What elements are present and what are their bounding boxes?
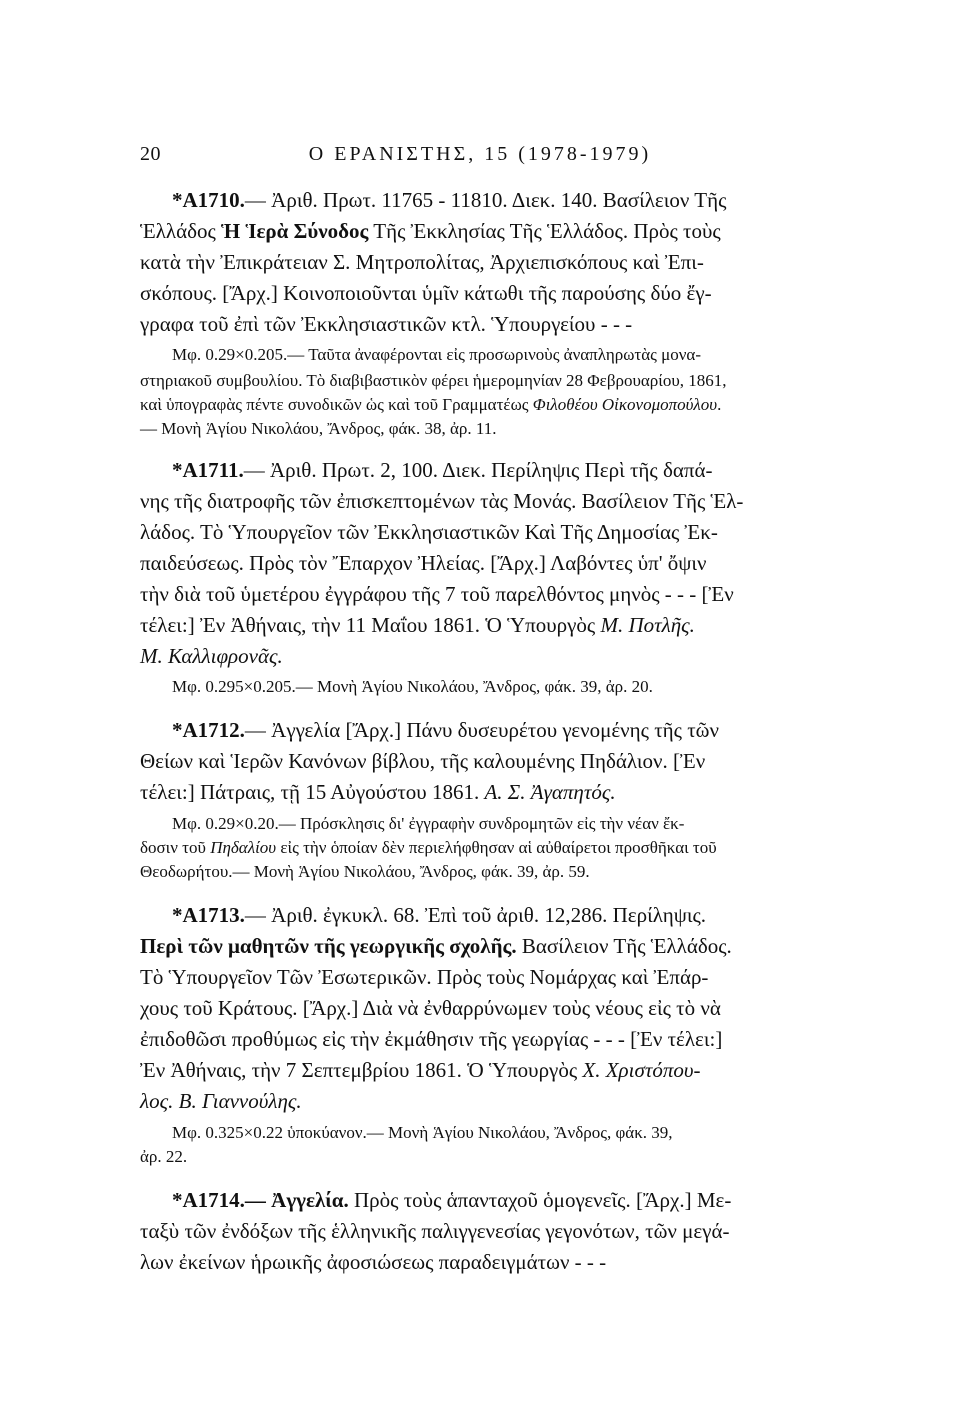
entry-line: *Α1714.— Ἀγγελία. Πρὸς τοὺς ἁπανταχοῦ ὁμογενεῖς. [Ἄρχ.] Με- bbox=[172, 1188, 732, 1212]
note-line: δοσιν τοῦ Πηδαλίου εἰς τὴν ὁποίαν δὲν περιελήφθησαν αἱ αὐθαίρετοι προσθῆκαι τοῦ bbox=[140, 838, 717, 857]
entry-line: *Α1710.— Ἀριθ. Πρωτ. 11765 - 11810. Διεκ. 140. Βασίλειον Τῆς bbox=[172, 188, 727, 212]
entry-line bbox=[140, 646, 815, 667]
running-title: Ο ΕΡΑΝΙΣΤΗΣ, 15 (1978-1979) bbox=[308, 143, 652, 165]
signatory: Χ. Χριστόπου- bbox=[582, 1058, 701, 1082]
signatory: Μ. Καλλιφρονᾶς. bbox=[140, 644, 283, 668]
entry-line: χους τοῦ Κράτους. [Ἄρχ.] Διὰ νὰ ἐνθαρρύνωμεν τοὺς νέους εἰς τὸ νὰ bbox=[140, 996, 721, 1020]
entry-line: ταξὺ τῶν ἐνδόξων τῆς ἑλληνικῆς παλιγγενεσίας γεγονότων, τῶν μεγά- bbox=[140, 1219, 730, 1243]
entry-line: τέλει:] Πάτραις, τῇ 15 Αὐγούστου 1861. Α. Σ. Ἀγαπητός. bbox=[140, 780, 616, 804]
note-line: ἀρ. 22. bbox=[140, 1147, 188, 1166]
page-number: 20 bbox=[140, 143, 161, 165]
entry-line: *Α1712.— Ἀγγελία [Ἄρχ.] Πάνυ δυσευρέτου γενομένης τῆς τῶν bbox=[172, 718, 719, 742]
note-line: καὶ ὑπογραφὰς πέντε συνοδικῶν ὡς καὶ τοῦ Γραμματέως Φιλοθέου Οἰκονομοπούλου. bbox=[140, 395, 722, 414]
note-line: Μφ. 0.29×0.20.— Πρόσκλησις δι' ἐγγραφὴν συνδρομητῶν εἰς τὴν νέαν ἔκ- bbox=[172, 814, 685, 833]
signatory: λος. Β. Γιαννούλης. bbox=[140, 1089, 302, 1113]
entry-line: Περὶ τῶν μαθητῶν τῆς γεωργικῆς σχολῆς. Βασίλειον Τῆς Ἑλλάδος. bbox=[140, 934, 732, 958]
entry-line: γραφα τοῦ ἐπὶ τῶν Ἐκκλησιαστικῶν κτλ. Ὑπουργείου - - - bbox=[140, 312, 633, 336]
book-title: Πηδαλίου bbox=[210, 838, 277, 857]
entry-line: λων ἐκείνων ἡρωικῆς ἀφοσιώσεως παραδειγμάτων - - - bbox=[140, 1250, 607, 1274]
entry-line: Τὸ Ὑπουργεῖον Τῶν Ἐσωτερικῶν. Πρὸς τοὺς Νομάρχας καὶ Ἐπάρ- bbox=[140, 965, 709, 989]
entry-line: Ἐν Ἀθήναις, τὴν 7 Σεπτεμβρίου 1861. Ὁ Ὑπουργὸς Χ. Χριστόπου- bbox=[140, 1058, 701, 1082]
note-line: Θεοδωρήτου.— Μονὴ Ἁγίου Νικολάου, Ἄνδρος, φάκ. 39, ἀρ. 59. bbox=[140, 862, 590, 881]
note-line: Μφ. 0.325×0.22 ὑποκύανον.— Μονὴ Ἁγίου Νικολάου, Ἄνδρος, φάκ. 39, bbox=[172, 1123, 673, 1142]
note-line: Μφ. 0.29×0.205.— Ταῦτα ἀναφέρονται εἰς προσωρινοὺς ἀναπληρωτὰς μονα- bbox=[172, 345, 702, 364]
entry-line: παιδεύσεως. Πρὸς τὸν Ἔπαρχον Ἠλείας. [Ἄρχ.] Λαβόντες ὑπ' ὄψιν bbox=[140, 551, 707, 575]
entry-line: τέλει:] Ἐν Ἀθήναις, τὴν 11 Μαΐου 1861. Ὁ Ὑπουργὸς Μ. Ποτλῆς. bbox=[140, 613, 695, 637]
person-name: Φιλοθέου Οἰκονομοπούλου bbox=[532, 395, 718, 414]
entry-number: *Α1714. bbox=[172, 1188, 245, 1212]
sender-name: Ἡ Ἱερὰ Σύνοδος bbox=[221, 219, 369, 243]
entry-line: τὴν διὰ τοῦ ὑμετέρου ἐγγράφου τῆς 7 τοῦ παρελθόντος μηνὸς - - - [Ἐν bbox=[140, 582, 734, 606]
entry-number: *Α1711. bbox=[172, 458, 244, 482]
subject-heading: Περὶ τῶν μαθητῶν τῆς γεωργικῆς σχολῆς. bbox=[140, 934, 517, 958]
entry-number: *Α1712. bbox=[172, 718, 245, 742]
note-line: — Μονὴ Ἁγίου Νικολάου, Ἄνδρος, φάκ. 38, ἀρ. 11. bbox=[140, 419, 497, 438]
entry-line: ἐπιδοθῶσι προθύμως εἰς τὴν ἐκμάθησιν τῆς γεωργίας - - - [Ἐν τέλει:] bbox=[140, 1027, 723, 1051]
entry-line: *Α1711.— Ἀριθ. Πρωτ. 2, 100. Διεκ. Περίληψις Περὶ τῆς δαπά- bbox=[172, 458, 713, 482]
signatory: Μ. Ποτλῆς. bbox=[600, 613, 695, 637]
entry-line: νης τῆς διατροφῆς τῶν ἐπισκεπτομένων τὰς Μονάς. Βασίλειον Τῆς Ἑλ- bbox=[140, 489, 744, 513]
entry-line: Ἑλλάδος Ἡ Ἱερὰ Σύνοδος Τῆς Ἐκκλησίας Τῆς Ἑλλάδος. Πρὸς τοὺς bbox=[140, 219, 721, 243]
entry-line: *Α1713.— Ἀριθ. ἐγκυκλ. 68. Ἐπὶ τοῦ ἀριθ. 12,286. Περίληψις. bbox=[172, 903, 707, 927]
entry-number: *Α1710. bbox=[172, 188, 245, 212]
entry-line: σκόπους. [Ἄρχ.] Κοινοποιοῦνται ὑμῖν κάτωθι τῆς παρούσης δύο ἔγ- bbox=[140, 281, 712, 305]
entry-line: κατὰ τὴν Ἐπικράτειαν Σ. Μητροπολίτας, Ἀρχιεπισκόπους καὶ Ἐπι- bbox=[140, 250, 704, 274]
page-header bbox=[140, 143, 820, 167]
signatory: Α. Σ. Ἀγαπητός. bbox=[484, 780, 616, 804]
entry-number: *Α1713. bbox=[172, 903, 245, 927]
entry-line bbox=[140, 1091, 815, 1112]
entry-line: Θείων καὶ Ἱερῶν Κανόνων βίβλου, τῆς καλουμένης Πηδάλιον. [Ἐν bbox=[140, 749, 706, 773]
note-line: Μφ. 0.295×0.205.— Μονὴ Ἁγίου Νικολάου, Ἄνδρος, φάκ. 39, ἀρ. 20. bbox=[172, 677, 653, 696]
subject-heading: — Ἀγγελία. bbox=[244, 1188, 349, 1212]
note-line: στηριακοῦ συμβουλίου. Τὸ διαβιβαστικὸν φέρει ἡμερομηνίαν 28 Φεβρουαρίου, 1861, bbox=[140, 371, 727, 390]
entry-line: λάδος. Τὸ Ὑπουργεῖον τῶν Ἐκκλησιαστικῶν Καὶ Τῆς Δημοσίας Ἐκ- bbox=[140, 520, 718, 544]
